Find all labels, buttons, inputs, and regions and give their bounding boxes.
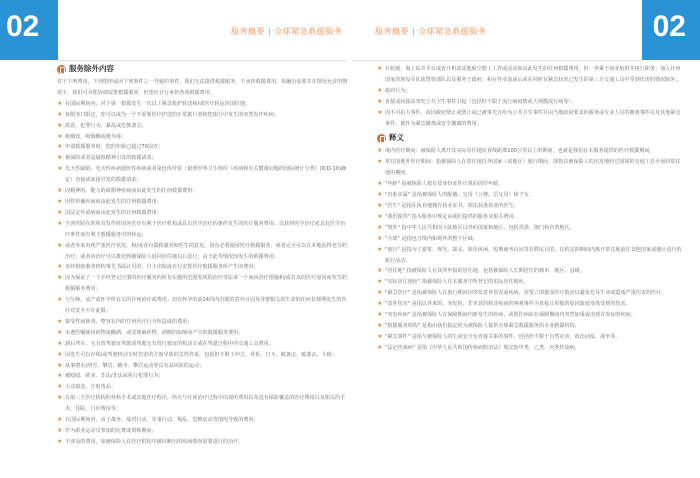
list-item bbox=[57, 164, 348, 186]
list-item-text: 在国际期间内，由于战争、敌对行动、军事行动、叛乱、恐怖活动等情况导致的费用； bbox=[65, 417, 259, 424]
left-column bbox=[57, 60, 348, 448]
list-item bbox=[377, 190, 684, 201]
star-bullet-icon: ★ bbox=[57, 274, 63, 282]
list-item-text: 因不可抗力事件，或因政府禁止或禁止或已被事先宣布为公共卫生事件并由当地政府要求的服务或专业人员的撤离事件以及其他紧急事件，被作为紧急撤离或安全撤离的费用。 bbox=[385, 109, 681, 127]
list-item-text: 在第三方医疗机构的外科手术或其他医疗程序，所有与任何治疗过程中出现的费用以及没有保险覆盖的医疗费用以及相关的手术、住院、门诊费用等； bbox=[65, 395, 346, 413]
list-item bbox=[377, 97, 684, 108]
star-bullet-icon: ★ bbox=[57, 317, 63, 325]
list-item-text: 因精神的、能力的或精神疾病而由此发生的任何救援费用； bbox=[65, 188, 198, 195]
star-bullet-icon: ★ bbox=[377, 147, 383, 155]
list-item-text: 或者外来出现严重医疗状况，和/或者有援救服务和医生的意见，没有必要使用医疗救援服务，或者完全可以在本地获得充分的治疗；或者该治疗可以推迟到被保险人返回居住地以后进行；由于此等情况而发生的救援费用； bbox=[65, 242, 347, 260]
section-title: 释义 bbox=[389, 132, 404, 142]
list-item-text: 酒后驾车、无有效驾驶证驾驶或驾驶无有效行驶证的机动车或在驾驶过程中的交通工具费用； bbox=[65, 340, 274, 347]
list-item bbox=[57, 241, 348, 263]
list-item-text: 与分娩、流产或怀孕所有关的任何治疗或费用；但在怀孕的前24周内出现的意外且因及母婴相关的生命的任何非预期发生的医疗对安全不在此限； bbox=[65, 297, 347, 315]
list-item bbox=[57, 350, 348, 361]
star-bullet-icon: ★ bbox=[57, 383, 63, 391]
list-item-text: "境外" 指中华人民共和国大陆地区以外的国家和地区，包括香港、澳门和台湾地区。 bbox=[385, 224, 575, 231]
star-bullet-icon: ★ bbox=[377, 289, 383, 297]
star-bullet-icon: ★ bbox=[377, 300, 383, 308]
list-item-text: "紧急事件" 是指与被保险人的生命安全有直接关系的事件，包括但不限于自然灾害、政治动乱、战争等。 bbox=[385, 333, 621, 340]
star-bullet-icon: ★ bbox=[377, 191, 383, 199]
star-bullet-icon: ★ bbox=[377, 223, 383, 231]
list-item-text: "全球" 是指包含境内和境外的整个区域。 bbox=[385, 235, 478, 242]
star-bullet-icon: ★ bbox=[57, 427, 63, 434]
star-bullet-icon: ★ bbox=[57, 372, 63, 380]
list-item-text: 不涉医院在的所有发作时国外医疗有利于医疗机构或具有医学治疗的条件发生的医疗服务费用；以获得医学治疗或具有医学治疗条件而有利于救援服务中的转运； bbox=[65, 220, 346, 238]
star-bullet-icon: ★ bbox=[57, 132, 63, 140]
star-bullet-icon: ★ bbox=[377, 278, 383, 286]
star-bullet-icon: ★ bbox=[377, 343, 383, 351]
list-item-text: "居住地" 指被保险人在其所申报的居住地，包括被保险人长期居住的城市、地区、县级。 bbox=[385, 268, 585, 275]
list-item bbox=[57, 382, 348, 393]
list-item-text: "法定传染病" 是指《中华人民共和国传染病防治法》规定的甲类、乙类、丙类传染病。 bbox=[385, 344, 580, 351]
list-item-text: "紧急医疗" 是指被保险人在旅行期间因突发意外伤害或疾病，需要立即接受医疗救治以避免危及生命或造成严重伤害的医疗。 bbox=[385, 290, 667, 297]
list-item-text: 每服务日限定，您可以成为一个不需要医疗护送的正常旅行者和您旅行中发生的突然发作疾病； bbox=[65, 111, 279, 118]
list-item bbox=[377, 310, 684, 321]
list-item bbox=[377, 64, 684, 86]
star-bullet-icon: ★ bbox=[57, 99, 63, 107]
list-item bbox=[57, 121, 348, 132]
list-item bbox=[57, 437, 348, 448]
list-item-text: "我们提供" 指本服务中规定由我们提供的服务及相关费用。 bbox=[385, 213, 519, 220]
list-item bbox=[57, 186, 348, 197]
star-bullet-icon: ★ bbox=[377, 86, 383, 94]
star-bullet-icon: ★ bbox=[377, 108, 383, 116]
list-item-text: 在国际期间内，对于第一救援发生一次以上紧急救护转送和/或医疗转运回国往地； bbox=[65, 100, 251, 107]
list-item bbox=[377, 223, 684, 234]
list-item bbox=[377, 288, 684, 299]
intro-paragraph: 对于下列费用，下列情形或因下列事件之一导致的事件，我们无法提供救援服务，不承担救援费用，如确有需要并在情况允许的情况下，我们可为您协调安排救援服务，但您应自行承担各项救援费用。 bbox=[57, 79, 348, 96]
star-bullet-icon: ★ bbox=[57, 339, 63, 347]
list-item-text: "年龄" 指被保险人按有效身份证件计算的周岁年龄。 bbox=[385, 181, 504, 188]
list-item bbox=[57, 262, 348, 273]
list-item bbox=[57, 197, 348, 208]
list-item bbox=[377, 212, 684, 223]
star-bullet-icon: ★ bbox=[57, 154, 63, 162]
list-item bbox=[377, 245, 684, 267]
section-header-definitions bbox=[377, 131, 684, 145]
list-item-text: 未遵医嘱使用药物或酗酒、或受到麻药物、酒精的影响而产生的救援服务费用； bbox=[65, 329, 244, 336]
page-number-right: 02 bbox=[652, 10, 686, 43]
list-item bbox=[377, 157, 684, 179]
list-item-text: 申请救援服务时，您的年龄已超过70周岁； bbox=[65, 144, 164, 151]
definitions-list bbox=[377, 146, 684, 353]
star-bullet-icon: ★ bbox=[57, 208, 63, 216]
star-bullet-icon: ★ bbox=[57, 361, 63, 369]
document-icon bbox=[377, 134, 386, 143]
list-item-text: 被保险或者是疑似精神引发的救援请求； bbox=[65, 155, 157, 162]
star-bullet-icon: ★ bbox=[57, 165, 63, 173]
list-item bbox=[57, 328, 348, 339]
star-bullet-icon: ★ bbox=[57, 296, 63, 304]
right-column bbox=[377, 60, 684, 354]
list-item bbox=[377, 321, 684, 332]
list-item bbox=[57, 99, 348, 110]
star-bullet-icon: ★ bbox=[57, 437, 63, 445]
star-bullet-icon: ★ bbox=[57, 121, 63, 129]
star-bullet-icon: ★ bbox=[377, 180, 383, 188]
list-item bbox=[377, 343, 684, 354]
list-item-text: 因为保证了一个并经登记注册的医疗服务的所有实施的范围发现的治疗等原来一个而由治疗措施和/或有其的医疗原因而发生的救援服务费用； bbox=[65, 275, 347, 293]
list-item bbox=[57, 208, 348, 219]
list-item-text: "直系亲属" 是指被保险人的配偶、父母（公婆、岳父母）和子女。 bbox=[385, 192, 534, 199]
star-bullet-icon: ★ bbox=[377, 332, 383, 340]
document-icon bbox=[57, 65, 66, 74]
list-item bbox=[57, 153, 348, 164]
list-item bbox=[57, 110, 348, 121]
list-item-text: 被殴殴、欧美、非法/非法或执行犯罪行为； bbox=[65, 373, 164, 380]
star-bullet-icon: ★ bbox=[57, 143, 63, 151]
list-item bbox=[57, 273, 348, 295]
list-item bbox=[377, 299, 684, 310]
star-bullet-icon: ★ bbox=[377, 212, 383, 220]
star-bullet-icon: ★ bbox=[377, 234, 383, 242]
list-item bbox=[57, 295, 348, 317]
star-bullet-icon: ★ bbox=[57, 197, 63, 205]
list-item bbox=[57, 361, 348, 372]
page-number-left: 02 bbox=[6, 10, 40, 43]
list-item bbox=[377, 201, 684, 212]
list-item-text: 境内医疗期间：被保险人离开其实际居住地址直线距离100公里以上的期间，也就是我们在本服务提供的医疗救援期间。 bbox=[385, 148, 655, 155]
page-header bbox=[0, 0, 700, 60]
star-bullet-icon: ★ bbox=[57, 350, 63, 358]
list-item bbox=[377, 179, 684, 190]
list-item-text: 直接或间接由突发公共卫生事件引起（包括但不限于流行病疫情或大规模流行病等）； bbox=[385, 98, 577, 105]
list-item-text: 从事潜水/滑雪、攀岩、跳伞、攀岩运动等具有高风险的运动； bbox=[65, 362, 205, 369]
star-bullet-icon: ★ bbox=[57, 187, 63, 195]
list-item bbox=[57, 339, 348, 350]
list-item-text: "医生" 是指在执业地拥有执业证书，依法获准执业的医生。 bbox=[385, 202, 519, 209]
star-bullet-icon: ★ bbox=[377, 97, 383, 105]
list-item-text: 先天性缺陷、先天性疾病遗传性疾病或者染色体异常（依照世界卫生组织《疾病和有关健康问题的国际统计分类》(ICD-10)确定）直接或间接引发的救援请求； bbox=[65, 166, 347, 184]
list-item-text: 接受性病筛查、整容在内的任何医疗行为所造成的费用； bbox=[65, 318, 193, 325]
list-item-text: "意外伤害" 是指以外来的、突发的、非本意的和非疾病的客观事件为直接且单独的原因致使身体受到的伤害。 bbox=[385, 301, 631, 308]
list-item-text: 故意、犯罪行为、暴乱或恐怖袭击； bbox=[65, 122, 147, 129]
star-bullet-icon: ★ bbox=[377, 311, 383, 319]
list-item bbox=[57, 142, 348, 153]
list-item bbox=[377, 146, 684, 157]
list-item-text: 吸烟饮、吸烟酗或吸为毒； bbox=[65, 133, 127, 140]
exclusion-list bbox=[57, 99, 348, 448]
list-item bbox=[57, 426, 348, 437]
list-item-text: 在轮船、海上钻井平台或直升机或其他航空器上工作或活动而由此发生的任何救援费用，但：坐乘于商业航班并执行职务；加入任何国家的现役军队或警察部队以及服务于政府；和在作业前或后或在同时有紧急状况已发生的第三方交通工具中受到伤害的情况除外； bbox=[385, 66, 681, 83]
exclusion-list-continued bbox=[377, 64, 684, 129]
star-bullet-icon: ★ bbox=[57, 110, 63, 118]
star-bullet-icon: ★ bbox=[377, 245, 383, 253]
list-item bbox=[57, 132, 348, 143]
star-bullet-icon: ★ bbox=[377, 321, 383, 329]
section-header-exclusions bbox=[57, 62, 348, 76]
list-item-text: 因法定传染病而由此发生的任何救援费用； bbox=[65, 209, 162, 216]
header-title-left: 服务概要 | 全球紧急救援服务 bbox=[231, 27, 343, 36]
star-bullet-icon: ★ bbox=[377, 201, 383, 209]
list-item bbox=[377, 234, 684, 245]
star-bullet-icon: ★ bbox=[377, 267, 383, 275]
list-item-text: "突发疾病" 是指被保险人在保障期间内新发生的疾病，或既往病症在保障期间内突然加重或出现并发症的疾病。 bbox=[385, 312, 636, 319]
list-item bbox=[377, 86, 684, 97]
list-item bbox=[377, 277, 684, 288]
list-item-text: 主动取食、注射毒品； bbox=[65, 384, 116, 391]
star-bullet-icon: ★ bbox=[377, 65, 383, 72]
list-item bbox=[377, 108, 684, 130]
list-item-text: 常住国地外医疗期间：指被保险人在常住地以外国家（或地区）旅行期间，即指以被保险人的出发地经过国境的交通工具至返回常住地的期间。 bbox=[385, 159, 681, 177]
star-bullet-icon: ★ bbox=[377, 158, 383, 166]
list-item-text: 作为职业运动员参加的比赛或训练期间； bbox=[65, 428, 157, 434]
list-item-text: 政府行为； bbox=[385, 87, 411, 94]
list-item bbox=[377, 266, 684, 277]
list-item-text: "实际居住地址" 指被保险人在本服务中所登记的实际居住地址。 bbox=[385, 279, 529, 286]
list-item-text: "救援服务机构" 是指由我们指定的为被保险人提供全球紧急救援服务的专业救援机构。 bbox=[385, 322, 580, 329]
list-item-text: 不涉及的费用，如被保险人在医疗机构中被诊断出的疾病情况需要进行的治疗。 bbox=[65, 438, 244, 445]
star-bullet-icon: ★ bbox=[57, 263, 63, 271]
list-item-text: "旅行" 是指为了游览、观光、探亲、娱乐休闲、短期商务访问等非移民目的，在约定的期间内离开常住地前往其他国家或地区进行的旅行活动。 bbox=[385, 246, 682, 264]
list-item bbox=[57, 219, 348, 241]
star-bullet-icon: ★ bbox=[57, 241, 63, 249]
header-title-right: 服务概要 | 全球紧急救援服务 bbox=[375, 27, 487, 36]
star-bullet-icon: ★ bbox=[57, 328, 63, 336]
list-item bbox=[57, 393, 348, 415]
section-title: 服务除外内容 bbox=[69, 63, 114, 73]
list-item-text: 未经救助服务机构事先书面认可的，自主出院或自行安排医疗救援服务所产生的费用； bbox=[65, 264, 259, 271]
list-item bbox=[377, 332, 684, 343]
list-item bbox=[57, 371, 348, 382]
list-item bbox=[57, 317, 348, 328]
star-bullet-icon: ★ bbox=[57, 416, 63, 424]
star-bullet-icon: ★ bbox=[57, 219, 63, 227]
list-item bbox=[57, 415, 348, 426]
list-item-text: 因性传播疾病而由此发生的任何救援费用； bbox=[65, 198, 162, 205]
list-item-text: 因发生可以存和/或驾驶机动车时伤害的方而导致的急性作果，包括但不限于冲击、骨折、打斗、被袭击、被袭杀、斗殴； bbox=[65, 351, 337, 358]
star-bullet-icon: ★ bbox=[57, 394, 63, 402]
